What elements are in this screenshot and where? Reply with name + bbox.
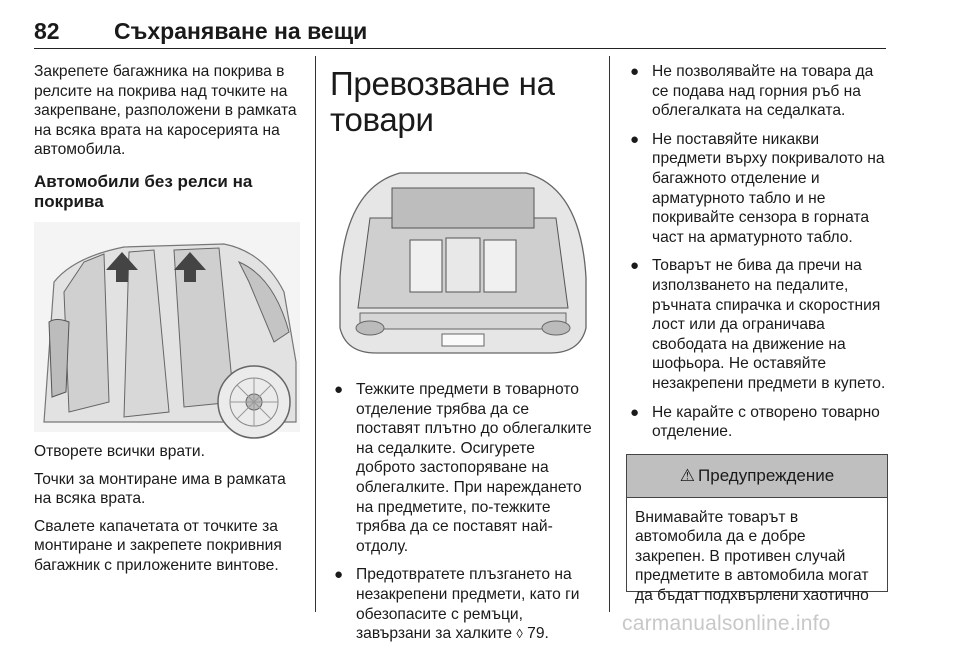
list-item: ● Тежките предмети в товарното отделение трябва да се поставят плътно до облегалките на седалките. Осигурете доброто застопоряване на облегалките. При нареждането на предметите, по-тежките трябва да се поставят най-отдолу. [334, 381, 592, 555]
warning-triangle-icon: ⚠ [679, 465, 696, 485]
page-number: 82 [34, 18, 60, 44]
list-item: ● Не позволявайте на товара да се подава над горния ръб на облегалката на седалката. [630, 63, 874, 120]
bullet-icon: ● [334, 381, 344, 398]
bullet-icon: ● [630, 130, 640, 148]
warning-box [626, 454, 888, 605]
list-item: ● Не поставяйте никакви предмети върху покривалото на багажното отделение и арматурното табло и не покривайте сензора в горната част на арматурното табло. [630, 130, 885, 246]
bullet-icon: ● [334, 566, 344, 584]
page-reference-icon[interactable]: ◊ [516, 626, 523, 642]
column-middle [330, 66, 596, 653]
list-item: ● Товарът не бива да пречи на използването на педалите, ръчната спирачка и скоростния лост или да ограничава свободата на движение на шофьора. Не оставяйте незакрепени предмети в купето. [630, 257, 886, 392]
chapter-title: Съхраняване на вещи [114, 18, 368, 44]
list-item: ● Не карайте с отворено товарно отделение. [630, 403, 880, 441]
warning-text: Внимавайте товарът в автомобила да е добре закрепен. В противен случай предметите в автомобила могат да бъдат подхвърлени хаотично [635, 508, 869, 605]
column-left [34, 62, 300, 584]
page-reference-link[interactable]: 79. [527, 625, 549, 643]
page-header [34, 14, 886, 49]
mounting-points-text: Точки за монтиране има в рамката на всяка врата. [34, 470, 286, 508]
watermark-text: carmanualsonline.info [622, 612, 831, 635]
warning-header [627, 455, 887, 498]
column-divider-left [315, 56, 316, 612]
cargo-bullet-list [330, 380, 596, 644]
cargo-area-illustration [330, 148, 596, 358]
bullet-icon: ● [630, 63, 640, 80]
list-item: ● Предотвратете плъзгането на незакрепени предмети, като ги обезопасите с ремъци, завързани за халките ◊ 79. [334, 566, 580, 643]
no-roof-rails-heading: Автомобили без релси на покрива [34, 171, 253, 211]
roof-rack-intro-text: Закрепете багажника на покрива в релсите на покрива над точките на закрепване, разположени в рамката на всяка врата на каросерията на автомобила. [34, 63, 297, 159]
bullet-icon: ● [630, 403, 640, 421]
car-doors-open-illustration [34, 222, 300, 432]
section-title: Превозване на товари [330, 65, 555, 138]
column-divider-right [609, 56, 610, 612]
remove-caps-text: Свалете капачетата от точките за монтиране и закрепете покривния багажник с приложените винтове. [34, 517, 282, 574]
column-right [626, 62, 888, 605]
cargo-area-svg [330, 148, 596, 358]
bullet-icon: ● [630, 257, 640, 275]
open-doors-text: Отворете всички врати. [34, 442, 205, 460]
car-side-svg [34, 222, 300, 432]
cargo-rules-list [626, 62, 888, 442]
warning-title: Предупреждение [698, 465, 835, 485]
